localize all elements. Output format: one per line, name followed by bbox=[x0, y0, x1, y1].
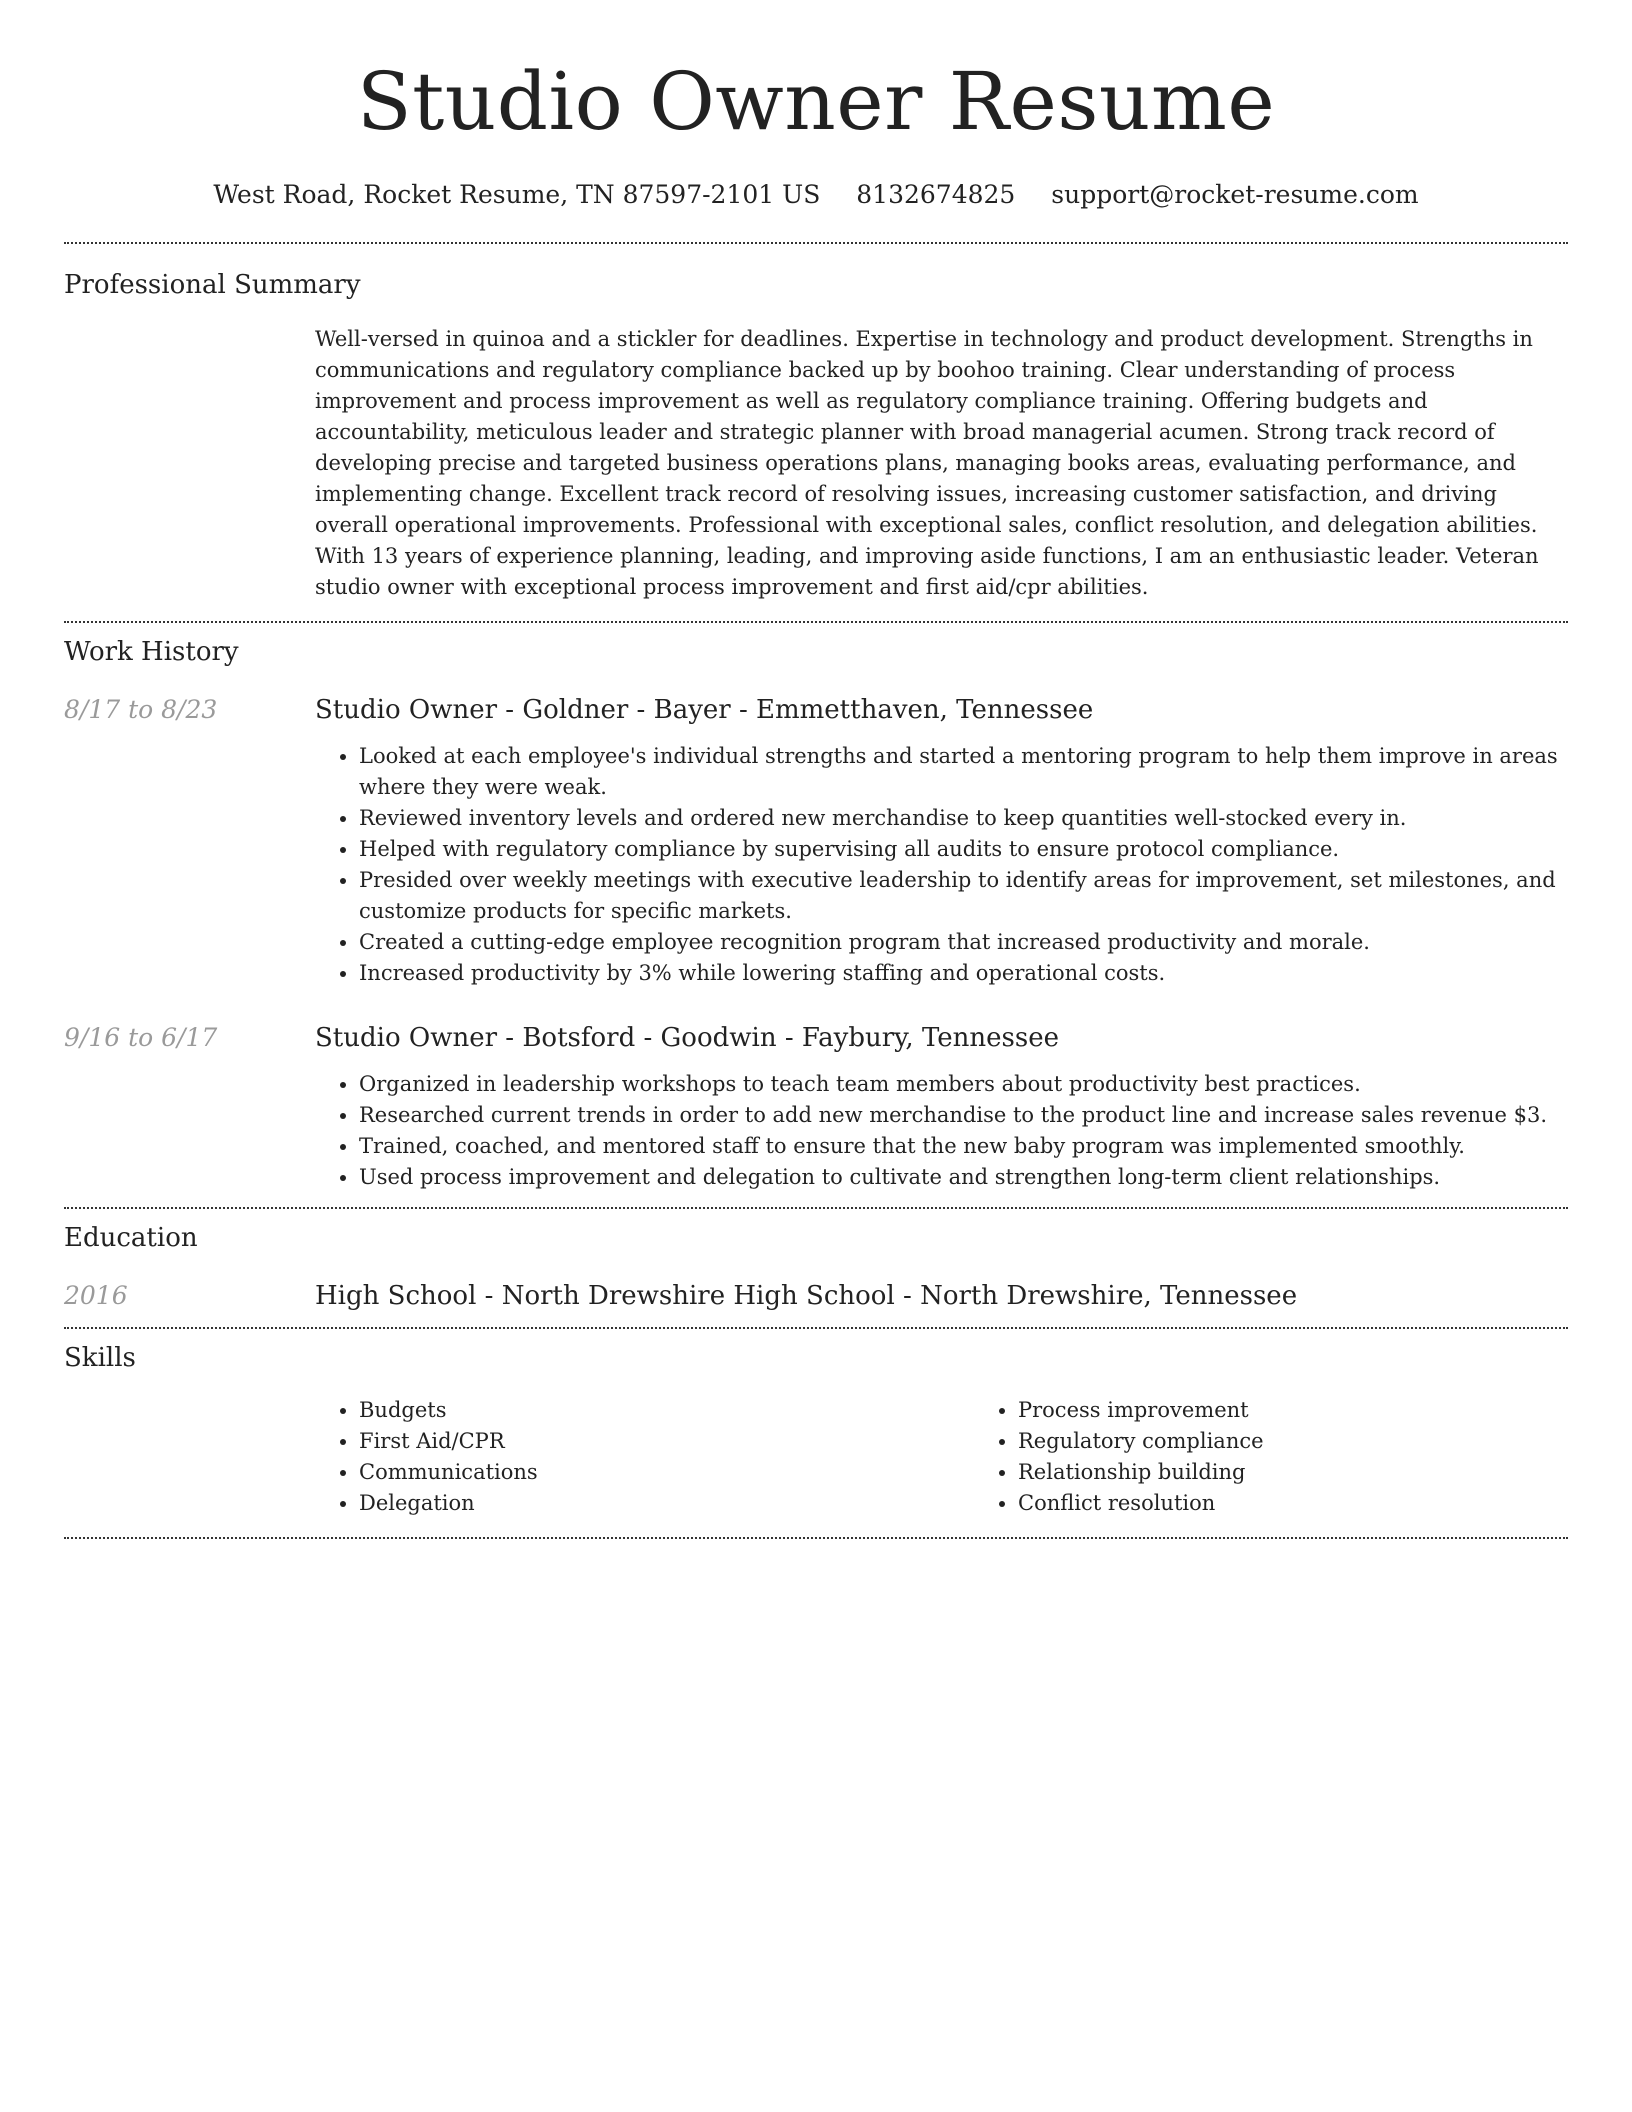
skill-item: • Regulatory compliance bbox=[1018, 1426, 1632, 1457]
education-heading: Education bbox=[64, 1223, 198, 1253]
list-item: • Reviewed inventory levels and ordered new merchandise to keep quantities well-stocked every in. bbox=[359, 803, 1568, 834]
list-item: • Trained, coached, and mentored staff to ensure that the new baby program was implemented smoothly. bbox=[359, 1131, 1568, 1162]
list-item: • Presided over weekly meetings with executive leadership to identify areas for improvement, set milestones, and customize products for specific markets. bbox=[359, 865, 1568, 927]
contact-address: West Road, Rocket Resume, TN 87597-2101 US bbox=[213, 180, 821, 209]
work-history-section bbox=[64, 623, 1568, 1207]
skills-list-right bbox=[974, 1395, 1632, 1519]
job-title: Studio Owner - Botsford - Goodwin - Faybury, Tennessee bbox=[315, 1023, 1059, 1053]
skill-item: • Delegation bbox=[359, 1488, 974, 1519]
contact-phone: 8132674825 bbox=[856, 180, 1016, 209]
list-item: • Looked at each employee's individual strengths and started a mentoring program to help them improve in areas where they were weak. bbox=[359, 741, 1568, 803]
job-bullets bbox=[315, 741, 1568, 989]
list-item: • Created a cutting-edge employee recognition program that increased productivity and morale. bbox=[359, 927, 1568, 958]
education-title: High School - North Drewshire High School - North Drewshire, Tennessee bbox=[315, 1281, 1298, 1311]
list-item: • Helped with regulatory compliance by supervising all audits to ensure protocol compliance. bbox=[359, 834, 1568, 865]
skill-item: • Relationship building bbox=[1018, 1457, 1632, 1488]
job-dates: 8/17 to 8/23 bbox=[64, 695, 218, 724]
job-entry bbox=[64, 693, 1568, 989]
job-dates: 9/16 to 6/17 bbox=[64, 1023, 218, 1052]
list-item: • Increased productivity by 3% while lowering staffing and operational costs. bbox=[359, 958, 1568, 989]
summary-heading: Professional Summary bbox=[64, 270, 361, 300]
skills-list-left bbox=[315, 1395, 974, 1519]
skill-item: • Communications bbox=[359, 1457, 974, 1488]
skill-item: • Budgets bbox=[359, 1395, 974, 1426]
education-year: 2016 bbox=[64, 1281, 128, 1310]
education-entry bbox=[64, 1279, 1568, 1313]
contact-email: support@rocket-resume.com bbox=[1051, 180, 1419, 209]
skills-heading: Skills bbox=[64, 1343, 136, 1373]
summary-section bbox=[64, 244, 1568, 621]
summary-text: Well-versed in quinoa and a stickler for deadlines. Expertise in technology and product development. Strengths in communications and regulatory compliance backed up by boohoo training. Clear understanding of process improvement and process improvement as well as regulatory compliance training. Offering budgets and accountability, meticulous leader and strategic planner with broad managerial acumen. Strong track record of developing precise and targeted business operations plans, managing books areas, evaluating performance, and implementing change. Excellent track record of resolving issues, increasing customer satisfaction, and driving overall operational improvements. Professional with exceptional sales, conflict resolution, and delegation abilities. With 13 years of experience planning, leading, and improving aside functions, I am an enthusiastic leader. Veteran studio owner with exceptional process improvement and first aid/cpr abilities. bbox=[315, 327, 1539, 599]
contact-line bbox=[64, 178, 1568, 212]
job-title: Studio Owner - Goldner - Bayer - Emmetthaven, Tennessee bbox=[315, 695, 1094, 725]
job-bullets bbox=[315, 1069, 1568, 1193]
education-section bbox=[64, 1209, 1568, 1327]
skills-section bbox=[64, 1329, 1568, 1537]
skill-item: • Conflict resolution bbox=[1018, 1488, 1632, 1519]
section-divider bbox=[64, 1537, 1568, 1539]
resume-title: Studio Owner Resume bbox=[356, 55, 1276, 148]
skill-item: • Process improvement bbox=[1018, 1395, 1632, 1426]
work-history-heading: Work History bbox=[64, 637, 239, 667]
list-item: • Used process improvement and delegation to cultivate and strengthen long-term client relationships. bbox=[359, 1162, 1568, 1193]
skill-item: • First Aid/CPR bbox=[359, 1426, 974, 1457]
list-item: • Researched current trends in order to add new merchandise to the product line and increase sales revenue $3. bbox=[359, 1100, 1568, 1131]
list-item: • Organized in leadership workshops to teach team members about productivity best practices. bbox=[359, 1069, 1568, 1100]
job-entry bbox=[64, 1021, 1568, 1193]
